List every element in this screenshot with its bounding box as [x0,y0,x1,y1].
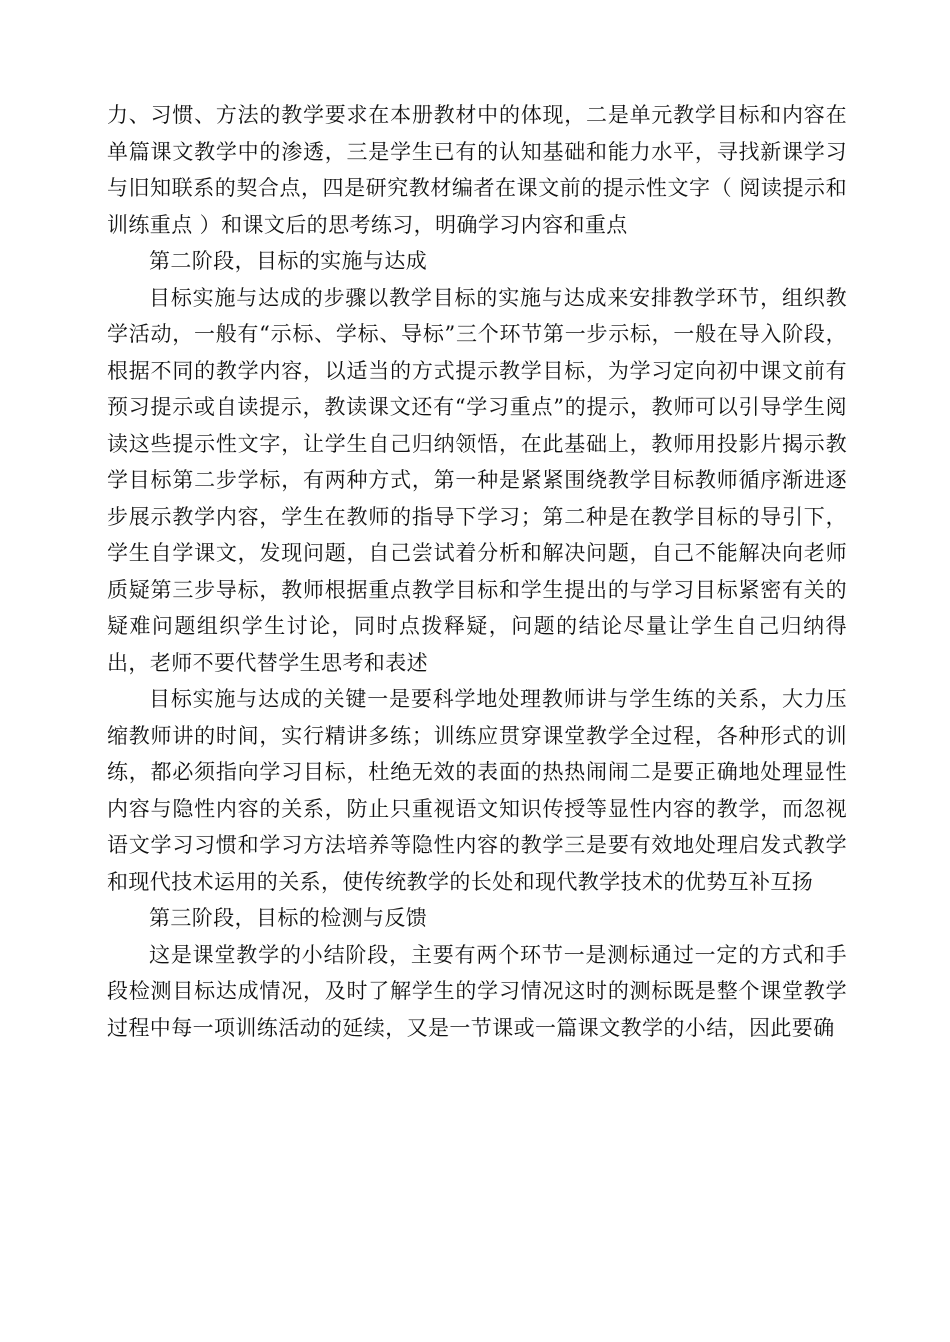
section-heading-stage-three: 第三阶段，目标的检测与反馈 [149,906,428,930]
paragraph-continued: 力、习惯、方法的教学要求在本册教材中的体现，二是单元教学目标和内容在单篇课文教学中的渗透，三是学生已有的认知基础和能力水平，寻找新课学习与旧知联系的契合点，四是研究教材编者在课文前的提示性文字（ 阅读提示和训练重点 ）和课文后的思考练习，明确学习内容和重点 [107,103,847,237]
section-heading-stage-two: 第二阶段，目标的实施与达成 [149,249,428,273]
paragraph-stage-two-key: 目标实施与达成的关键一是要科学地处理教师讲与学生练的关系，大力压缩教师讲的时间，实行精讲多练；训练应贯穿课堂教学全过程，各种形式的训练，都必须指向学习目标，杜绝无效的表面的热热闹闹二是要正确地处理显性内容与隐性内容的关系，防止只重视语文知识传授等显性内容的教学，而忽视语文学习习惯和学习方法培养等隐性内容的教学三是要有效地处理启发式教学和现代技术运用的关系，使传统教学的长处和现代教学技术的优势互补互扬 [107,687,847,894]
paragraph-stage-two-steps: 目标实施与达成的步骤以教学目标的实施与达成来安排教学环节，组织教学活动，一般有“示标、学标、导标”三个环节第一步示标，一般在导入阶段，根据不同的教学内容，以适当的方式提示教学目标，为学习定向初中课文前有预习提示或自读提示，教读课文还有“学习重点”的提示，教师可以引导学生阅读这些提示性文字，让学生自己归纳领悟，在此基础上，教师用投影片揭示教学目标第二步学标，有两种方式，第一种是紧紧围绕教学目标教师循序渐进逐步展示教学内容，学生在教师的指导下学习；第二种是在教学目标的导引下，学生自学课文，发现问题，自己尝试着分析和解决问题，自己不能解决向老师质疑第三步导标，教师根据重点教学目标和学生提出的与学习目标紧密有关的疑难问题组织学生讨论，同时点拨释疑，问题的结论尽量让学生自己归纳得出，老师不要代替学生思考和表述 [107,285,847,675]
paragraph-stage-three: 这是课堂教学的小结阶段，主要有两个环节一是测标通过一定的方式和手段检测目标达成情况，及时了解学生的学习情况这时的测标既是整个课堂教学过程中每一项训练活动的延续，又是一节课或一篇课文教学的小结，因此要确 [107,942,847,1040]
document-page [107,97,847,1046]
